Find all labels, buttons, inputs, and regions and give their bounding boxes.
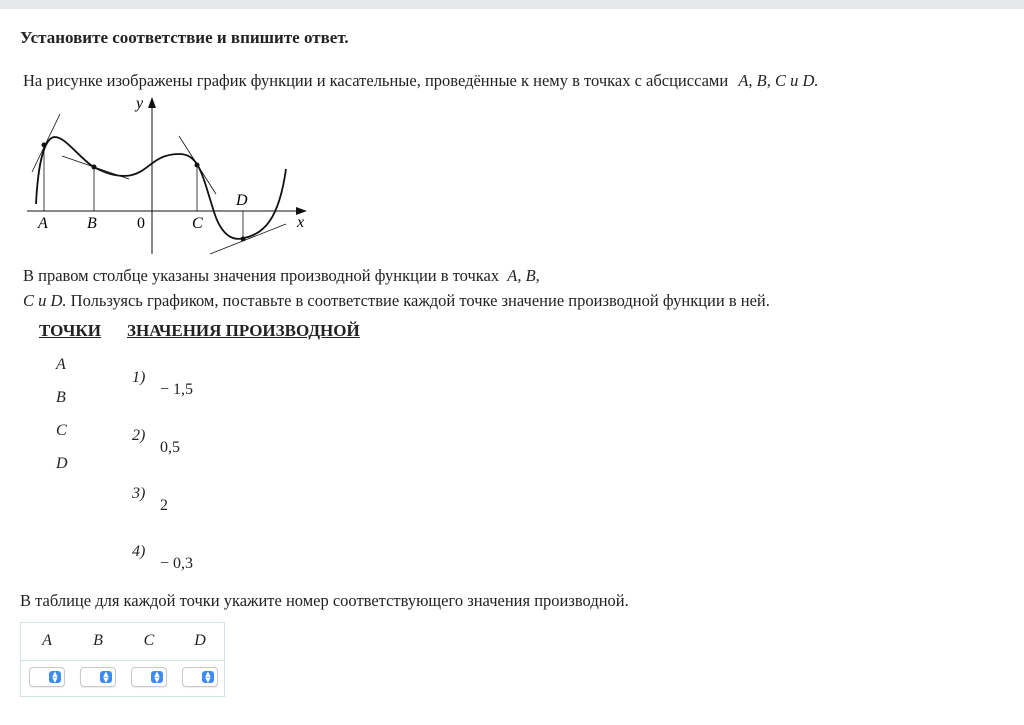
answer-header-b: B bbox=[93, 632, 103, 649]
option-number-4: 4) bbox=[132, 543, 146, 560]
option-number-2: 2) bbox=[132, 427, 146, 444]
answer-select-d[interactable] bbox=[182, 667, 218, 687]
select-arrows-icon: ▲ ▼ bbox=[49, 671, 61, 683]
option-number-1: 1) bbox=[132, 369, 146, 386]
tick-label-b: B bbox=[87, 215, 97, 232]
function-curve bbox=[36, 137, 286, 239]
zero-label: 0 bbox=[137, 215, 145, 232]
answer-header-a: A bbox=[42, 632, 52, 649]
tick-label-a: A bbox=[38, 215, 48, 232]
point-label-d: D bbox=[56, 455, 68, 472]
point-a-dot bbox=[42, 143, 47, 148]
select-arrows-icon: ▲ ▼ bbox=[151, 671, 163, 683]
select-arrows-icon: ▲ ▼ bbox=[202, 671, 214, 683]
answer-header-c: C bbox=[143, 632, 155, 649]
values-column-header: ЗНАЧЕНИЯ ПРОИЗВОДНОЙ bbox=[127, 321, 360, 340]
y-axis-label: y bbox=[136, 95, 144, 112]
intro-sentence: На рисунке изображены график функции и касательные, проведённые к нему в точках с абсциссами bbox=[23, 71, 729, 90]
answer-select-c[interactable] bbox=[131, 667, 167, 687]
answer-header-d: D bbox=[194, 632, 206, 649]
answer-select-a[interactable] bbox=[29, 667, 65, 687]
para2-line2-points: C и D. bbox=[23, 291, 67, 310]
point-label-a: A bbox=[56, 356, 66, 373]
task-heading: Установите соответствие и впишите ответ. bbox=[20, 28, 349, 47]
answer-table-header-row bbox=[21, 623, 224, 661]
option-value-3: 2 bbox=[160, 497, 168, 514]
x-axis-label: x bbox=[297, 214, 305, 231]
tick-label-d: D bbox=[236, 192, 248, 209]
point-b-dot bbox=[92, 165, 97, 170]
option-value-2: 0,5 bbox=[160, 439, 180, 456]
point-c-dot bbox=[195, 163, 200, 168]
points-column-header: ТОЧКИ bbox=[39, 321, 101, 340]
answer-table bbox=[20, 622, 225, 697]
tick-label-c: C bbox=[192, 215, 203, 232]
para2-line2-text: Пользуясь графиком, поставьте в соответствие каждой точке значение производной функции в ней. bbox=[70, 291, 770, 310]
option-number-3: 3) bbox=[132, 485, 146, 502]
point-d-dot bbox=[241, 237, 246, 242]
para2-line1-text: В правом столбце указаны значения производной функции в точках bbox=[23, 266, 500, 285]
tangent-a bbox=[32, 114, 60, 172]
function-graph bbox=[24, 94, 314, 262]
point-label-c: C bbox=[56, 422, 67, 439]
instructions-paragraph bbox=[23, 263, 923, 313]
answer-instruction: В таблице для каждой точки укажите номер соответствующего значения производной. bbox=[20, 591, 629, 610]
para2-line1-points: A, B, bbox=[507, 266, 540, 285]
option-value-4: − 0,3 bbox=[160, 555, 194, 572]
option-value-1: − 1,5 bbox=[160, 381, 194, 398]
intro-points: A, B, C и D. bbox=[738, 71, 819, 90]
y-axis-arrow bbox=[148, 97, 156, 108]
intro-text bbox=[23, 71, 819, 91]
select-arrows-icon: ▲ ▼ bbox=[100, 671, 112, 683]
point-label-b: B bbox=[56, 389, 66, 406]
top-bar bbox=[0, 0, 1024, 9]
answer-select-b[interactable] bbox=[80, 667, 116, 687]
